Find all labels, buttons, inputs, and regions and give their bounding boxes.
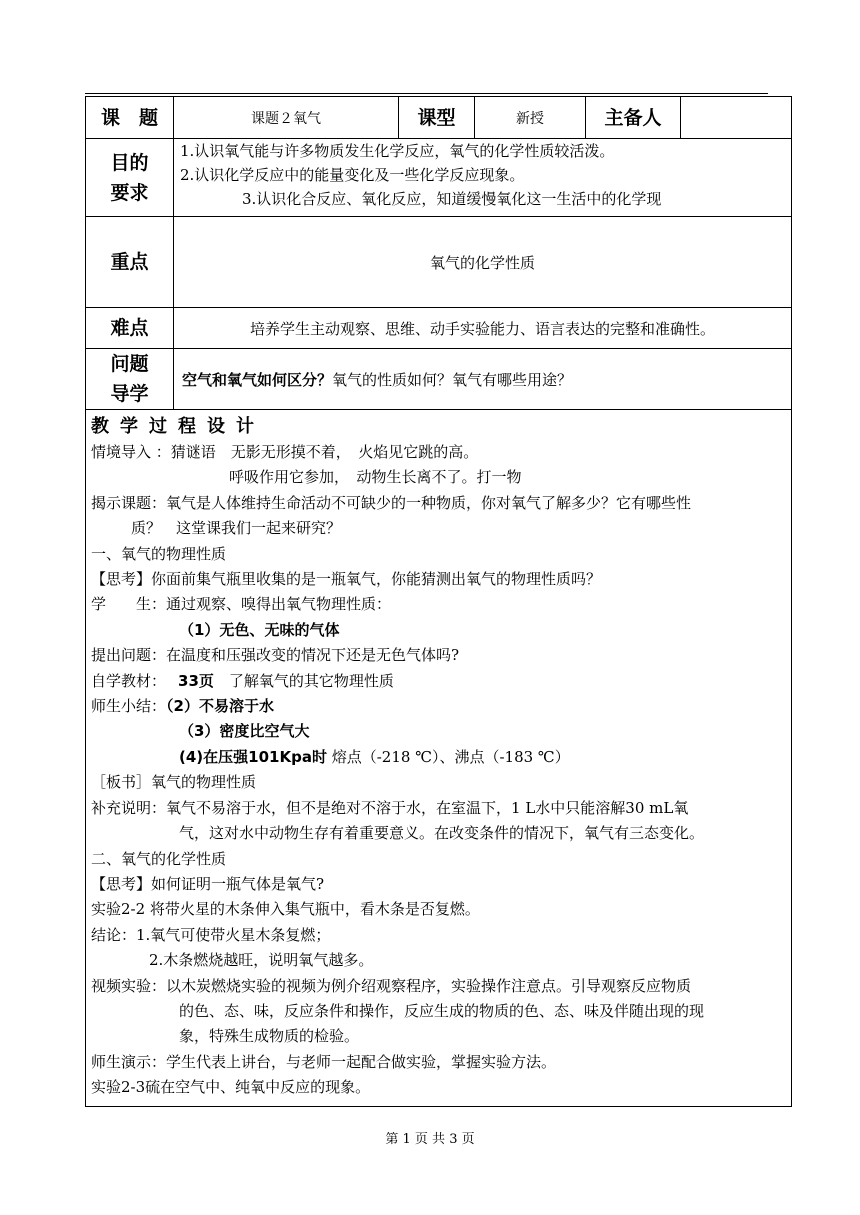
goal-item: 3.认识化合反应、氧化反应，知道缓慢氧化这一生活中的化学现 xyxy=(242,190,662,208)
difficulty-label: 难点 xyxy=(86,308,174,349)
process-title: 教学过程设计 xyxy=(91,416,265,437)
process-line: 揭示课题：氧气是人体维持生命活动不可缺少的一种物质，你对氧气了解多少？它有哪些性 xyxy=(91,493,692,512)
process-line: 气，这对水中动物生存有着重要意义。在改变条件的情况下，氧气有三态变化。 xyxy=(179,824,705,843)
lesson-plan-table xyxy=(85,96,792,1107)
question-row xyxy=(86,349,792,410)
process-line: 学 生：通过观察、嗅得出氧气物理性质： xyxy=(91,595,392,614)
goals-label: 目的 要求 xyxy=(86,139,174,217)
process-line: 【思考】如何证明一瓶气体是氧气? xyxy=(91,874,325,893)
goals-list xyxy=(174,139,792,217)
process-line: 补充说明：氧气不易溶于水，但不是绝对不溶于水，在室温下，1 L水中只能溶解30 mL氧 xyxy=(91,798,689,817)
key-point-value: 氧气的化学性质 xyxy=(174,217,792,308)
process-line: 实验2-2 将带火星的木条伸入集气瓶中，看木条是否复燃。 xyxy=(91,900,480,919)
difficulty-row xyxy=(86,308,792,349)
process-line: 呼吸作用它参加， 动物生长离不了。打一物 xyxy=(229,468,522,487)
process-line: 2.木条燃烧越旺，说明氧气越多。 xyxy=(149,951,374,970)
process-line: 提出问题：在温度和压强改变的情况下还是无色气体吗? xyxy=(91,646,460,665)
type-label: 课型 xyxy=(399,97,475,139)
preparer-value xyxy=(681,97,792,139)
key-point-row xyxy=(86,217,792,308)
top-rule xyxy=(85,93,768,94)
goal-item: 2.认识化学反应中的能量变化及一些化学反应现象。 xyxy=(180,166,525,184)
process-line: 自学教材： 33页 了解氧气的其它物理性质 xyxy=(91,671,394,690)
goal-item: 1.认识氧气能与许多物质发生化学反应，氧气的化学性质较活泼。 xyxy=(180,142,615,160)
process-line: （1）无色、无味的气体 xyxy=(179,620,340,639)
process-line: 情境导入 ：猜谜语 无影无形摸不着， 火焰见它跳的高。 xyxy=(91,443,479,461)
topic-value: 课题２氧气 xyxy=(174,97,399,139)
question-label: 问题 导学 xyxy=(86,349,174,410)
process-line: 【思考】你面前集气瓶里收集的是一瓶氧气，你能猜测出氧气的物理性质吗？ xyxy=(91,570,602,589)
header-row xyxy=(86,97,792,139)
process-line: (4)在压强101Kpa时 熔点（-218 ℃）、沸点（-183 ℃） xyxy=(179,747,570,766)
process-line: ［板书］氧气的物理性质 xyxy=(91,773,257,792)
type-value: 新授 xyxy=(475,97,586,139)
goals-row xyxy=(86,139,792,217)
key-point-label: 重点 xyxy=(86,217,174,308)
process-line: 师生小结：（2）不易溶于水 xyxy=(91,697,274,716)
process-row xyxy=(86,410,792,1107)
process-line: （3）密度比空气大 xyxy=(179,722,310,741)
question-text: 空气和氧气如何区分？氧气的性质如何？氧气有哪些用途？ xyxy=(174,349,792,410)
process-section xyxy=(86,410,792,1107)
process-line: 实验2-3硫在空气中、纯氧中反应的现象。 xyxy=(91,1078,371,1097)
process-line: 的色、态、味，反应条件和操作，反应生成的物质的色、态、味及伴随出现的现 xyxy=(179,1001,705,1020)
preparer-label: 主备人 xyxy=(586,97,681,139)
process-line: 师生演示：学生代表上讲台，与老师一起配合做实验，掌握实验方法。 xyxy=(91,1052,557,1071)
process-line: 一、氧气的物理性质 xyxy=(91,544,227,563)
page-footer: 第 1 页 共 3 页 xyxy=(385,1132,475,1147)
process-line: 结论：1.氧气可使带火星木条复燃； xyxy=(91,925,331,944)
process-line: 视频实验：以木炭燃烧实验的视频为例介绍观察程序，实验操作注意点。引导观察反应物质 xyxy=(91,976,692,995)
topic-label: 课 题 xyxy=(86,97,174,139)
process-line: 质？ 这堂课我们一起来研究？ xyxy=(131,519,342,538)
difficulty-value: 培养学生主动观察、思维、动手实验能力、语言表达的完整和准确性。 xyxy=(174,308,792,349)
process-line: 象，特殊生成物质的检验。 xyxy=(179,1027,360,1046)
process-line: 二、氧气的化学性质 xyxy=(91,849,227,868)
